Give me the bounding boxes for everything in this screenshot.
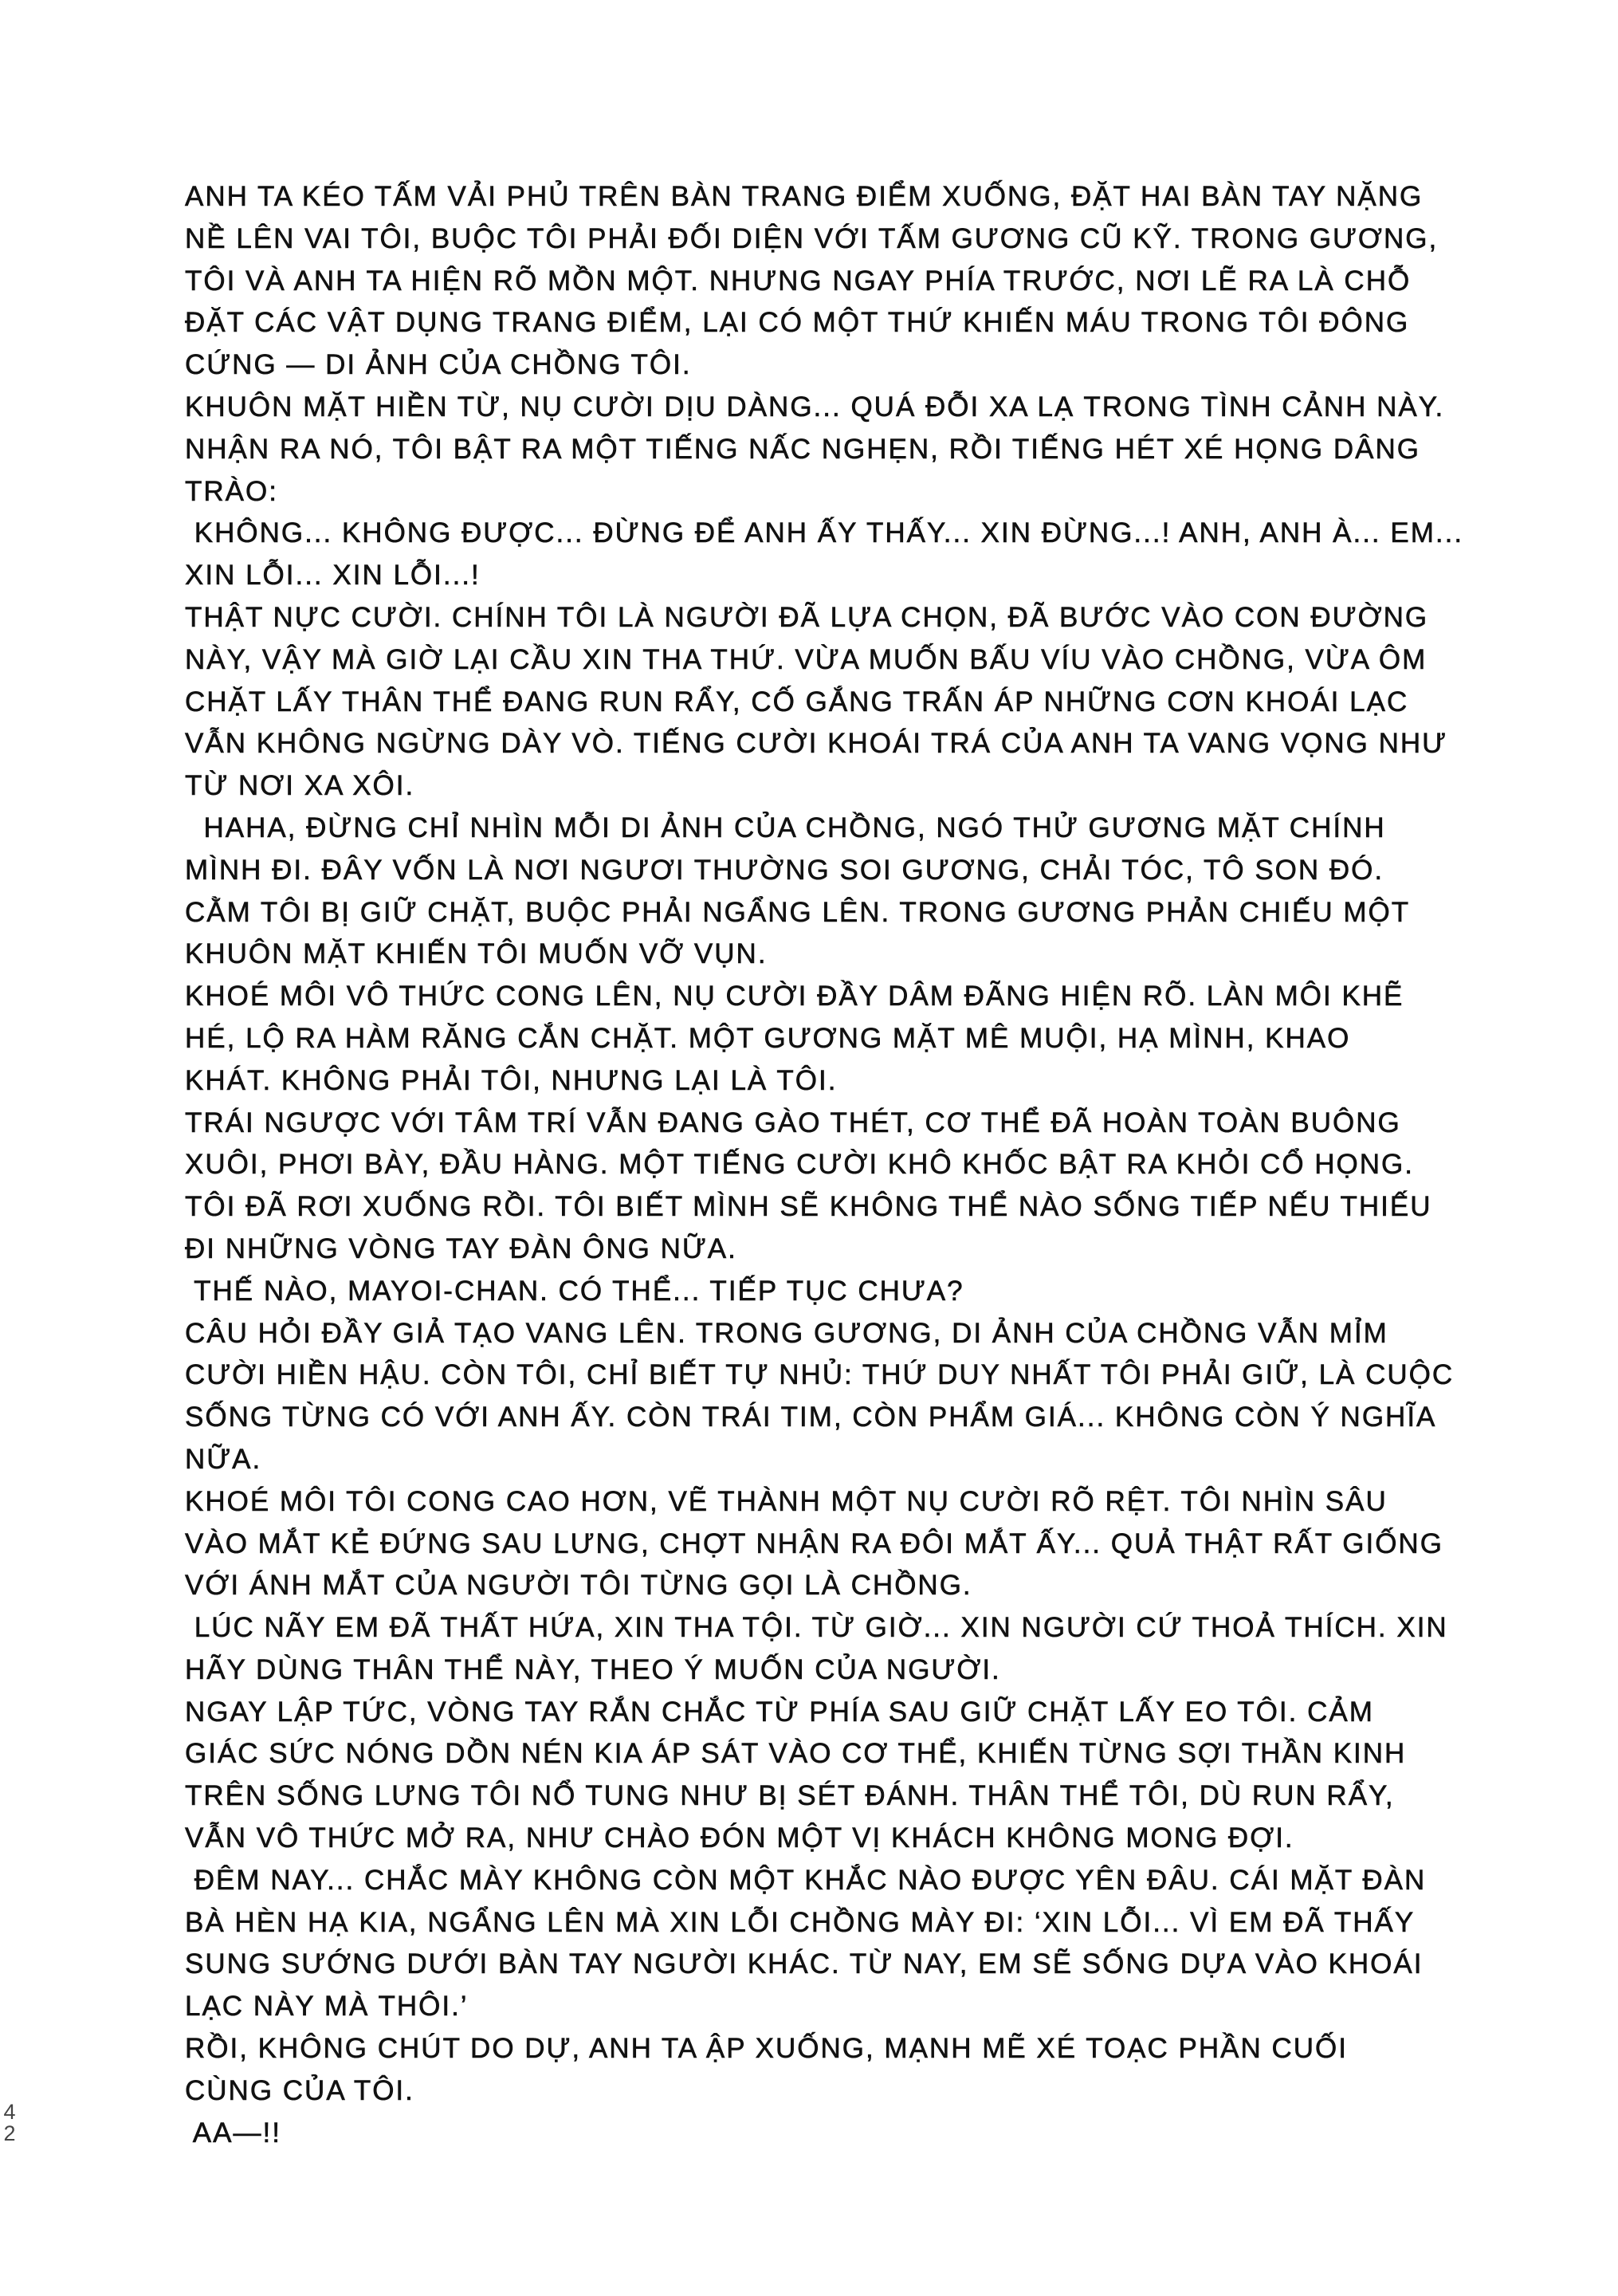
- text-line: RỒI, KHÔNG CHÚT DO DỰ, ANH TA ẬP XUỐNG, MẠNH MẼ XÉ TOẠC PHẦN CUỐI: [185, 2033, 1348, 2065]
- text-line: CHẶT LẤY THÂN THỂ ĐANG RUN RẨY, CỐ GẮNG TRẤN ÁP NHỮNG CƠN KHOÁI LẠC: [185, 686, 1409, 718]
- text-line: CÂU HỎI ĐẦY GIẢ TẠO VANG LÊN. TRONG GƯƠNG, DI ẢNH CỦA CHỒNG VẪN MỈM: [185, 1317, 1388, 1349]
- dialogue-line: BÀ HÈN HẠ KIA, NGẨNG LÊN MÀ XIN LỖI CHỒNG MÀY ĐI: ‘XIN LỖI... VÌ EM ĐÃ THẤY: [185, 1906, 1416, 1938]
- text-line: NHẬN RA NÓ, TÔI BẬT RA MỘT TIẾNG NẤC NGHẸN, RỒI TIẾNG HÉT XÉ HỌNG DÂNG: [185, 433, 1420, 465]
- exclamation-line: AA—!!: [185, 2117, 281, 2149]
- text-line: CẰM TÔI BỊ GIỮ CHẶT, BUỘC PHẢI NGẨNG LÊN. TRONG GƯƠNG PHẢN CHIẾU MỘT: [185, 896, 1411, 928]
- text-line: VÀO MẮT KẺ ĐỨNG SAU LƯNG, CHỢT NHẬN RA ĐÔI MẮT ẤY... QUẢ THẬT RẤT GIỐNG: [185, 1527, 1443, 1559]
- text-line: GIÁC SỨC NÓNG DỒN NÉN KIA ÁP SÁT VÀO CƠ THỂ, KHIẾN TỪNG SỢI THẦN KINH: [185, 1738, 1407, 1770]
- text-line: KHUÔN MẶT HIỀN TỪ, NỤ CƯỜI DỊU DÀNG... QUÁ ĐỖI XA LẠ TRONG TÌNH CẢNH NÀY.: [185, 391, 1445, 423]
- text-line: CỨNG — DI ẢNH CỦA CHỒNG TÔI.: [185, 349, 692, 381]
- text-line: CÙNG CỦA TÔI.: [185, 2074, 414, 2106]
- text-line: HÉ, LỘ RA HÀM RĂNG CẮN CHẶT. MỘT GƯƠNG MẶT MÊ MUỘI, HẠ MÌNH, KHAO: [185, 1022, 1351, 1054]
- text-line: XUÔI, PHƠI BÀY, ĐẦU HÀNG. MỘT TIẾNG CƯỜI KHÔ KHỐC BẬT RA KHỎI CỔ HỌNG.: [185, 1149, 1414, 1181]
- dialogue-line: LẠC NÀY MÀ THÔI.’: [185, 1991, 469, 2023]
- text-line: KHOÉ MÔI VÔ THỨC CONG LÊN, NỤ CƯỜI ĐẦY DÂM ĐÃNG HIỆN RÕ. LÀN MÔI KHẼ: [185, 981, 1404, 1012]
- page-number-digit: 4: [3, 2100, 16, 2124]
- text-line: THẬT NỰC CƯỜI. CHÍNH TÔI LÀ NGƯỜI ĐÃ LỰA CHỌN, ĐÃ BƯỚC VÀO CON ĐƯỜNG: [185, 601, 1429, 633]
- dialogue-line: MÌNH ĐI. ĐÂY VỐN LÀ NƠI NGƯƠI THƯỜNG SOI GƯƠNG, CHẢI TÓC, TÔ SON ĐÓ.: [185, 854, 1384, 886]
- text-line: KHÁT. KHÔNG PHẢI TÔI, NHƯNG LẠI LÀ TÔI.: [185, 1064, 838, 1096]
- text-line: NÀY, VẬY MÀ GIỜ LẠI CẦU XIN THA THỨ. VỪA MUỐN BẤU VÍU VÀO CHỒNG, VỪA ÔM: [185, 643, 1428, 675]
- text-line: TRÁI NGƯỢC VỚI TÂM TRÍ VẪN ĐANG GÀO THÉT, CƠ THỂ ĐÃ HOÀN TOÀN BUÔNG: [185, 1107, 1401, 1138]
- text-line: NỮA.: [185, 1443, 262, 1475]
- text-line: TÔI VÀ ANH TA HIỆN RÕ MỒN MỘT. NHƯNG NGAY PHÍA TRƯỚC, NƠI LẼ RA LÀ CHỖ: [185, 265, 1412, 297]
- text-line: NGAY LẬP TỨC, VÒNG TAY RẮN CHẮC TỪ PHÍA SAU GIỮ CHẶT LẤY EO TÔI. CẢM: [185, 1696, 1374, 1728]
- dialogue-line: HAHA, ĐỪNG CHỈ NHÌN MỖI DI ẢNH CỦA CHỒNG, NGÓ THỬ GƯƠNG MẶT CHÍNH: [185, 812, 1386, 843]
- dialogue-line: ĐÊM NAY... CHẮC MÀY KHÔNG CÒN MỘT KHẮC NÀO ĐƯỢC YÊN ĐÂU. CÁI MẶT ĐÀN: [185, 1864, 1427, 1896]
- dialogue-line: HÃY DÙNG THÂN THỂ NÀY, THEO Ý MUỐN CỦA NGƯỜI.: [185, 1653, 1001, 1685]
- page-number-digit: 2: [3, 2121, 16, 2145]
- text-line: ĐI NHỮNG VÒNG TAY ĐÀN ÔNG NỮA.: [185, 1233, 737, 1264]
- text-line: SỐNG TỪNG CÓ VỚI ANH ẤY. CÒN TRÁI TIM, CÒN PHẨM GIÁ... KHÔNG CÒN Ý NGHĨA: [185, 1402, 1437, 1433]
- text-line: KHUÔN MẶT KHIẾN TÔI MUỐN VỠ VỤN.: [185, 938, 768, 970]
- text-line: VẪN VÔ THỨC MỞ RA, NHƯ CHÀO ĐÓN MỘT VỊ KHÁCH KHÔNG MONG ĐỢI.: [185, 1822, 1294, 1854]
- text-line: KHOÉ MÔI TÔI CONG CAO HƠN, VẼ THÀNH MỘT NỤ CƯỜI RÕ RỆT. TÔI NHÌN SÂU: [185, 1485, 1388, 1517]
- page-number: [2, 2101, 18, 2145]
- text-line: TRÀO:: [185, 475, 278, 507]
- dialogue-line: XIN LỖI... XIN LỖI...!: [185, 560, 481, 592]
- text-line: TRÊN SỐNG LƯNG TÔI NỔ TUNG NHƯ BỊ SÉT ĐÁNH. THÂN THỂ TÔI, DÙ RUN RẨY,: [185, 1780, 1395, 1812]
- text-line: CƯỜI HIỀN HẬU. CÒN TÔI, CHỈ BIẾT TỰ NHỦ: THỨ DUY NHẤT TÔI PHẢI GIỮ, LÀ CUỘC: [185, 1359, 1455, 1391]
- story-text-block: [185, 176, 1540, 2154]
- text-line: VỚI ÁNH MẮT CỦA NGƯỜI TÔI TỪNG GỌI LÀ CHỒNG.: [185, 1570, 972, 1602]
- text-line: NỀ LÊN VAI TÔI, BUỘC TÔI PHẢI ĐỐI DIỆN VỚI TẤM GƯƠNG CŨ KỸ. TRONG GƯƠNG,: [185, 222, 1439, 254]
- dialogue-line: KHÔNG... KHÔNG ĐƯỢC... ĐỪNG ĐỂ ANH ẤY THẤY... XIN ĐỪNG...! ANH, ANH À... EM...: [185, 517, 1464, 549]
- text-line: TÔI ĐÃ RƠI XUỐNG RỒI. TÔI BIẾT MÌNH SẼ KHÔNG THỂ NÀO SỐNG TIẾP NẾU THIẾU: [185, 1191, 1432, 1223]
- text-line: TỪ NƠI XA XÔI.: [185, 770, 415, 802]
- text-line: ANH TA KÉO TẤM VẢI PHỦ TRÊN BÀN TRANG ĐIỂM XUỐNG, ĐẶT HAI BÀN TAY NẶNG: [185, 181, 1424, 212]
- dialogue-line: SUNG SƯỚNG DƯỚI BÀN TAY NGƯỜI KHÁC. TỪ NAY, EM SẼ SỐNG DỰA VÀO KHOÁI: [185, 1948, 1424, 1980]
- dialogue-line: LÚC NÃY EM ĐÃ THẤT HỨA, XIN THA TỘI. TỪ GIỜ... XIN NGƯỜI CỨ THOẢ THÍCH. XIN: [185, 1612, 1448, 1644]
- dialogue-line: THẾ NÀO, MAYOI-CHAN. CÓ THỂ... TIẾP TỤC CHƯA?: [185, 1275, 964, 1307]
- text-line: ĐẶT CÁC VẬT DỤNG TRANG ĐIỂM, LẠI CÓ MỘT THỨ KHIẾN MÁU TRONG TÔI ĐÔNG: [185, 307, 1410, 339]
- text-line: VẪN KHÔNG NGỪNG DÀY VÒ. TIẾNG CƯỜI KHOÁI TRÁ CỦA ANH TA VANG VỌNG NHƯ: [185, 728, 1448, 760]
